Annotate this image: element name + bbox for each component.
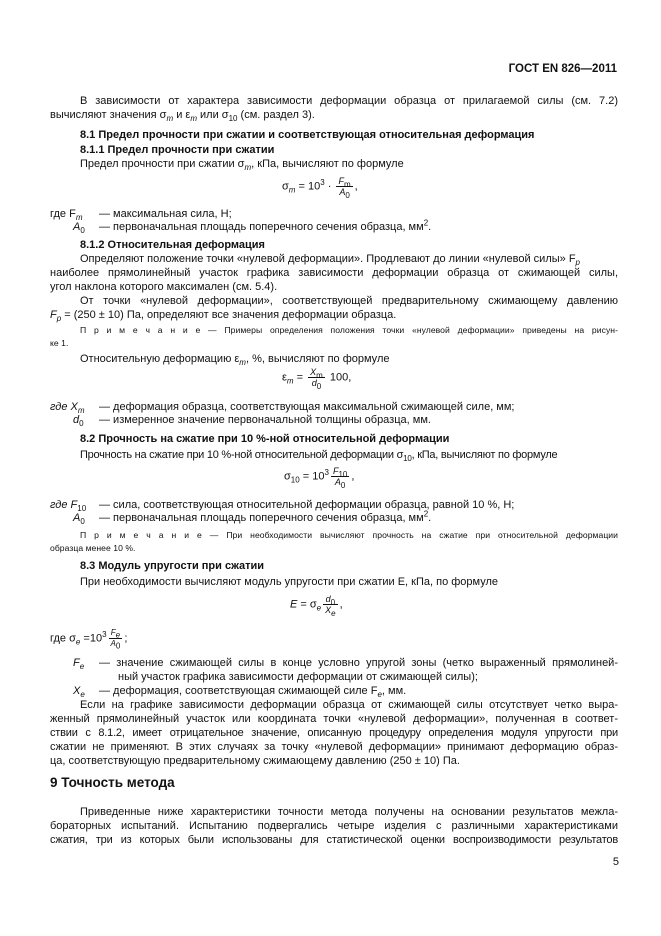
s83-text: При необходимости вычисляют модуль упругости при сжатии E, кПа, по формуле xyxy=(80,576,499,588)
formula-strength-10: $\sigma_{10} = 10^3$ $\frac{F_{10}}{A_0}$ , xyxy=(284,466,355,490)
s812-p1-line-3: угол наклона которого максимален (см. 5.4). xyxy=(50,281,278,293)
section-8-1-1-title: 8.1.1 Предел прочности при сжатии xyxy=(80,144,275,156)
fe-definition-line-2: ный участок графика зависимости деформации от сжимающей силы); xyxy=(118,671,478,683)
s9-line-2: бораторных испытаний. Испытанию подвергались четыре изделия с различными характеристиками xyxy=(50,820,618,832)
where-fe-symbol: $F_e$ xyxy=(73,657,85,672)
s83-p-line-2: женный прямолинейный участок или координата точки «нулевой деформации», полученная в соответ- xyxy=(50,713,618,725)
s82-note-line-2: образца менее 10 %. xyxy=(50,543,136,553)
s83-p-line-3: ствии с 8.1.2, имеет отрицательное значение, описанную процедуру определения модуля упругости при xyxy=(50,727,618,739)
section-8-1-2-title: 8.1.2 Относительная деформация xyxy=(80,239,265,251)
s812-p1-line-1: Определяют положение точки «нулевой деформации». Продлевают до линии «нулевой силы» $F_p$ xyxy=(80,253,580,268)
where-f10-definition: — сила, соответствующая относительной деформации образца, равной 10 %, Н; xyxy=(99,499,515,511)
section-8-1-title: 8.1 Предел прочности при сжатии и соответствующая относительная деформация xyxy=(80,129,535,141)
s812-p1-line-2: наиболее прямолинейный участок графика зависимости деформации образца от сжимающей силы, xyxy=(50,267,618,279)
s812-p2-line-1: От точки «нулевой деформации», соответствующей предварительному сжимающему давлению xyxy=(80,295,618,307)
s83-p-line-1: Если на графике зависимости деформации образца от сжимающей силы отсутствует четко выра- xyxy=(80,699,618,711)
s82-text: Прочность на сжатие при 10 %-ной относительной деформации $\sigma_{10}$, кПа, вычисляют по формуле xyxy=(80,449,558,464)
document-id: ГОСТ EN 826—2011 xyxy=(508,63,617,75)
formula-relative-strain: $\varepsilon_m$ = $\frac{X_m}{d_0}$ 100, xyxy=(282,367,352,391)
where-d0-definition: — измеренное значение первоначальной толщины образца, мм. xyxy=(99,414,431,426)
xe-definition: — деформация, соответствующая сжимающей силе $F_e$, мм. xyxy=(99,685,407,700)
where-a0-definition-2: — первоначальная площадь поперечного сечения образца, $мм^2$. xyxy=(99,509,432,524)
formula-compressive-strength: $\sigma_m = 10^3$ · $\frac{F_m}{A_0}$ , xyxy=(282,176,358,200)
s83-p-line-5: ца, соответствующую предварительному сжимающему давлению (250 ± 10) Па. xyxy=(50,755,460,767)
page-number: 5 xyxy=(612,856,619,868)
s812-note-line-1: П р и м е ч а н и е — Примеры определения положения точки «нулевой деформации» приведены на рисун- xyxy=(80,325,618,335)
s9-line-3: сжатия, три из которых были использованы для статистической оценки воспроизводимости результатов xyxy=(50,834,618,846)
where-a0-symbol-2: $A_0$ xyxy=(73,512,85,527)
where-a0-symbol: $A_0$ xyxy=(73,221,85,236)
where-fm-definition: — максимальная сила, Н; xyxy=(99,208,232,220)
fe-definition-line-1: — значение сжимающей силы в конце условно упругой зоны (четко выраженный прямолиней- xyxy=(99,657,618,669)
section-8-2-title: 8.2 Прочность на сжатие при 10 %-ной относительной деформации xyxy=(80,433,450,445)
section-8-3-title: 8.3 Модуль упругости при сжатии xyxy=(80,560,265,572)
formula-modulus: $E = \sigma_e$ $\frac{d_0}{X_e}$ , xyxy=(290,594,343,618)
where-xe-symbol: $X_e$ xyxy=(73,685,85,700)
s812-relative-strain-text: Относительную деформацию $\varepsilon_m$, %, вычисляют по формуле xyxy=(80,353,390,368)
s9-line-1: Приведенные ниже характеристики точности метода получены на основании результатов межла- xyxy=(80,806,618,818)
where-a0-definition: — первоначальная площадь поперечного сечения образца, $мм^2$. xyxy=(99,218,432,233)
where-sigma-e: где $\sigma_e =10^3$ $\frac{F_e}{A_0}$ ; xyxy=(50,628,128,651)
s812-note-line-2: ке 1. xyxy=(50,338,69,348)
intro-line-2: вычисляют значения $\sigma_m$ и $\varepsilon_m$ или $\sigma_{10}$ (см. раздел 3). xyxy=(50,109,315,124)
s83-p-line-4: сжатии не применяют. В этих случаях за точку «нулевой деформации» принимают деформацию образ- xyxy=(50,741,618,753)
intro-line-1: В зависимости от характера зависимости деформации образца от прилагаемой силы (см. 7.2) xyxy=(80,95,618,107)
s82-note-line-1: П р и м е ч а н и е — При необходимости вычисляют прочность на сжатие при относительной деформации xyxy=(80,530,618,540)
where-xm-symbol: где $X_m$ xyxy=(50,401,85,416)
where-xm-definition: — деформация образца, соответствующая максимальной сжимающей силе, мм; xyxy=(99,401,515,413)
where-fm-symbol: где $F_m$ xyxy=(50,208,83,223)
s812-p2-line-2: $F_p = (250 \pm 10)$ Па, определяют все значения деформации образца. xyxy=(50,309,397,324)
where-f10-symbol: где $F_{10}$ xyxy=(50,499,87,514)
where-d0-symbol: $d_0$ xyxy=(73,414,84,429)
section-8-1-1-text: Предел прочности при сжатии $\sigma_m$, кПа, вычисляют по формуле xyxy=(80,158,404,173)
section-9-title: 9 Точность метода xyxy=(50,775,175,790)
